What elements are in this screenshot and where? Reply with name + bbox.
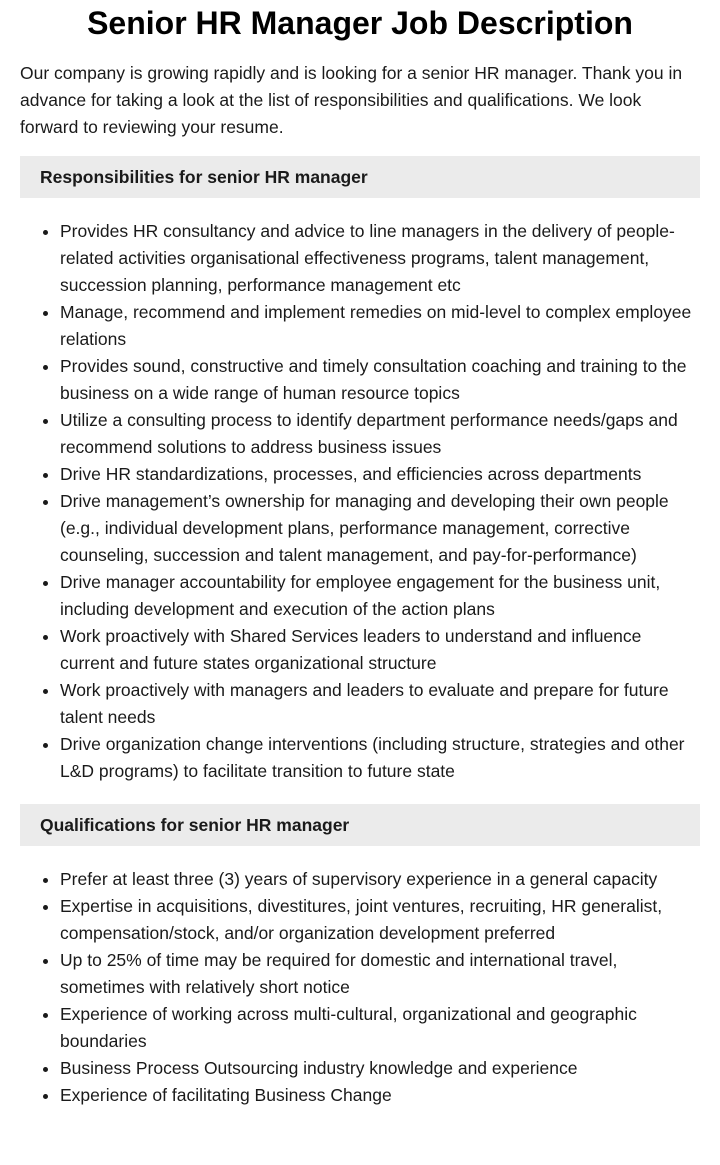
responsibilities-list: [20, 218, 700, 785]
list-item: • Work proactively with managers and leaders to evaluate and prepare for future talent needs: [60, 677, 700, 731]
list-item: • Work proactively with Shared Services leaders to understand and influence current and future states organizational structure: [60, 623, 700, 677]
intro-paragraph: Our company is growing rapidly and is looking for a senior HR manager. Thank you in advance for taking a look at the list of responsibilities and qualifications. We look forward to reviewing your resume.: [20, 63, 683, 137]
list-item: • Drive manager accountability for employee engagement for the business unit, including development and execution of the action plans: [60, 569, 700, 623]
list-item: • Experience of facilitating Business Change: [60, 1082, 700, 1109]
list-item: • Up to 25% of time may be required for domestic and international travel, sometimes with relatively short notice: [60, 947, 700, 1001]
list-item: • Prefer at least three (3) years of supervisory experience in a general capacity: [60, 866, 700, 893]
list-item: • Drive organization change interventions (including structure, strategies and other L&D programs) to facilitate transition to future state: [60, 731, 700, 785]
qualifications-list: [20, 866, 700, 1109]
list-item: • Drive HR standardizations, processes, and efficiencies across departments: [60, 461, 700, 488]
list-item: • Experience of working across multi-cultural, organizational and geographic boundaries: [60, 1001, 700, 1055]
list-item: • Expertise in acquisitions, divestitures, joint ventures, recruiting, HR generalist, compensation/stock, and/or organization development preferred: [60, 893, 700, 947]
list-item: • Business Process Outsourcing industry knowledge and experience: [60, 1055, 700, 1082]
qualifications-heading: Qualifications for senior HR manager: [20, 804, 700, 846]
list-item: • Provides HR consultancy and advice to line managers in the delivery of people-related activities organisational effectiveness programs, talent management, succession planning, performance management etc: [60, 218, 700, 299]
list-item: • Utilize a consulting process to identify department performance needs/gaps and recommend solutions to address business issues: [60, 407, 700, 461]
list-item: • Provides sound, constructive and timely consultation coaching and training to the business on a wide range of human resource topics: [60, 353, 700, 407]
responsibilities-heading: Responsibilities for senior HR manager: [20, 156, 700, 198]
list-item: • Manage, recommend and implement remedies on mid-level to complex employee relations: [60, 299, 700, 353]
page-title: Senior HR Manager Job Description: [87, 5, 633, 41]
list-item: • Drive management’s ownership for managing and developing their own people (e.g., individual development plans, performance management, corrective counseling, succession and talent management, and pay-for-performance): [60, 488, 700, 569]
